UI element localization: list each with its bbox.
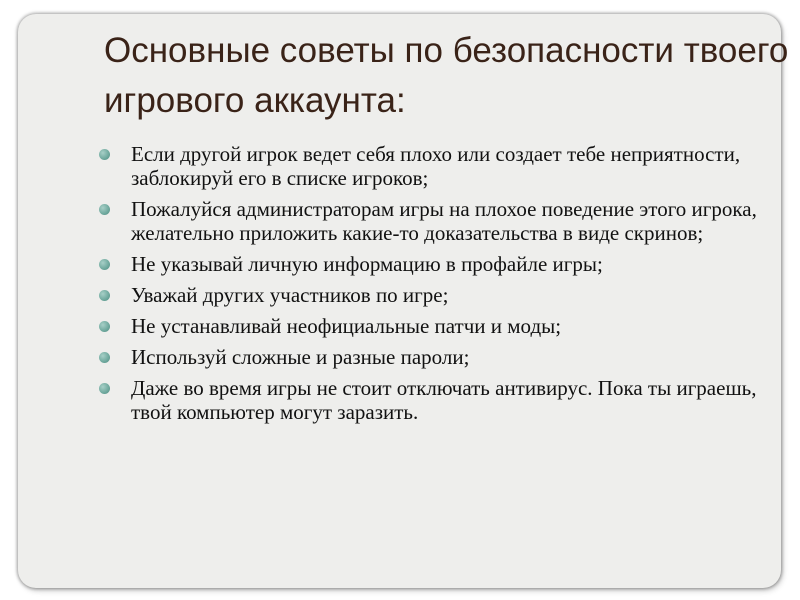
- slide-panel: [18, 14, 789, 588]
- bullet-text: Пожалуйся администраторам игры на плохое поведение этого игрока, желательно приложить какие-то доказательства в виде скринов;: [131, 197, 757, 245]
- teal-circle-bullet-icon: [99, 383, 110, 394]
- list-item: [98, 252, 788, 276]
- bullet-text: Не устанавливай неофициальные патчи и моды;: [131, 314, 562, 338]
- bullet-text: Не указывай личную информацию в профайле игры;: [131, 252, 603, 276]
- slide-title: Основные советы по безопасности твоего игрового аккаунта:: [104, 31, 789, 120]
- bullet-list: [98, 142, 788, 431]
- list-item: [98, 314, 788, 338]
- list-item: [98, 142, 788, 190]
- teal-circle-bullet-icon: [99, 259, 110, 270]
- bullet-text: Используй сложные и разные пароли;: [131, 345, 470, 369]
- teal-circle-bullet-icon: [99, 290, 110, 301]
- teal-circle-bullet-icon: [99, 352, 110, 363]
- bullet-text: Даже во время игры не стоит отключать антивирус. Пока ты играешь, твой компьютер могут заразить.: [131, 376, 757, 424]
- list-item: [98, 197, 788, 245]
- teal-circle-bullet-icon: [99, 149, 110, 160]
- list-item: [98, 283, 788, 307]
- teal-circle-bullet-icon: [99, 204, 110, 215]
- bullet-text: Если другой игрок ведет себя плохо или создает тебе неприятности, заблокируй его в списке игроков;: [131, 142, 741, 190]
- list-item: [98, 376, 788, 424]
- bullet-text: Уважай других участников по игре;: [131, 283, 449, 307]
- list-item: [98, 345, 788, 369]
- teal-circle-bullet-icon: [99, 321, 110, 332]
